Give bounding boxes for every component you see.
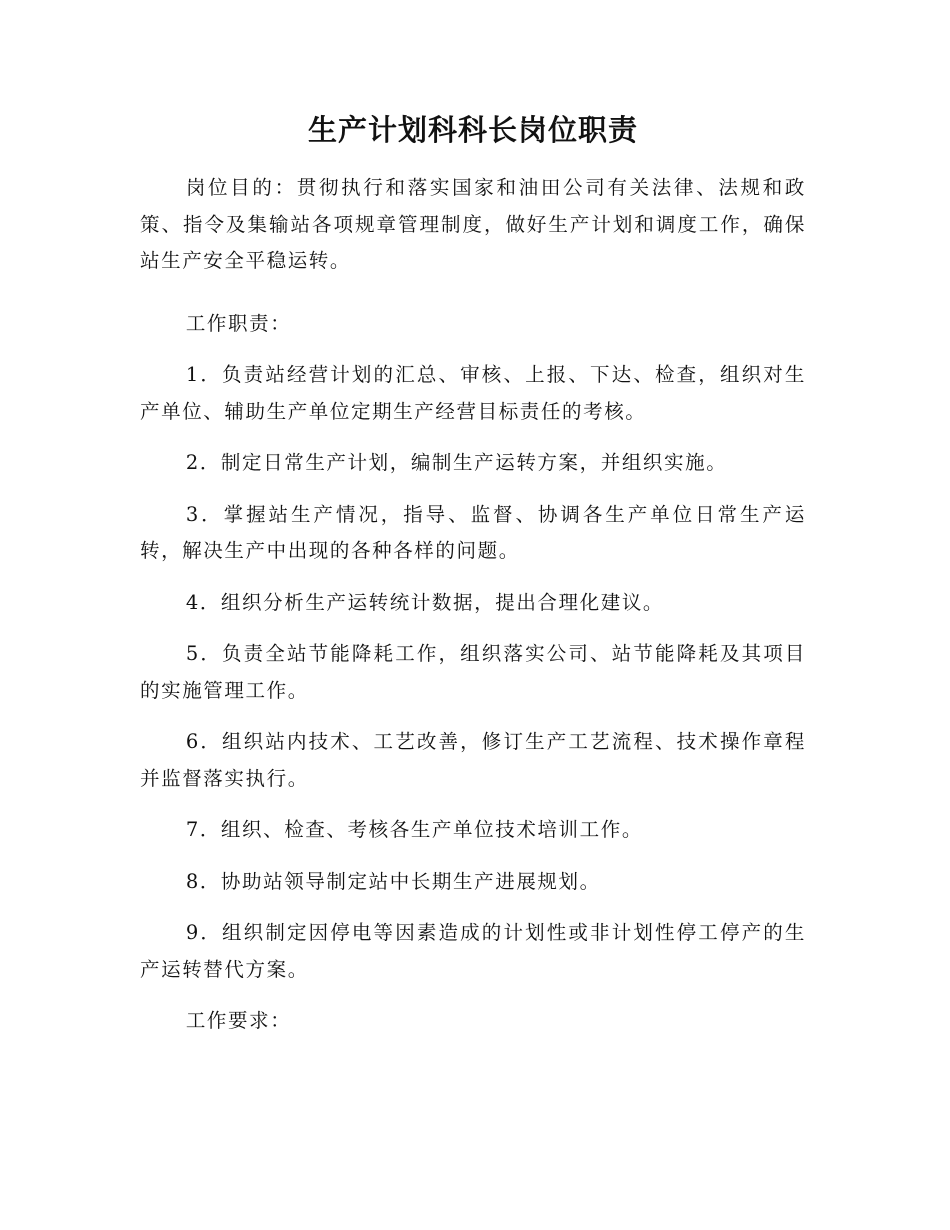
duty-item-2: 2．制定日常生产计划，编制生产运转方案，并组织实施。 bbox=[185, 451, 728, 474]
duty-item-8: 8．协助站领导制定站中长期生产进展规划。 bbox=[185, 869, 601, 893]
duty-item-9: 9．组织制定因停电等因素造成的计划性或非计划性停工停产的生产运转替代方案。 bbox=[140, 921, 806, 981]
requirements-heading: 工作要求： bbox=[185, 1009, 292, 1032]
document-title: 生产计划科科长岗位职责 bbox=[307, 113, 638, 147]
duty-item-6: 6．组织站内技术、工艺改善，修订生产工艺流程、技术操作章程并监督落实执行。 bbox=[140, 730, 806, 790]
duty-item-7: 7．组织、检查、考核各生产单位技术培训工作。 bbox=[185, 818, 643, 841]
purpose-paragraph: 岗位目的：贯彻执行和落实国家和油田公司有关法律、法规和政策、指令及集输站各项规章管理制度，做好生产计划和调度工作，确保站生产安全平稳运转。 bbox=[140, 176, 806, 272]
document-page bbox=[140, 108, 806, 1055]
duty-item-3: 3．掌握站生产情况，指导、监督、协调各生产单位日常生产运转，解决生产中出现的各种各样的问题。 bbox=[140, 502, 806, 562]
duty-item-5: 5．负责全站节能降耗工作，组织落实公司、站节能降耗及其项目的实施管理工作。 bbox=[140, 642, 806, 702]
duty-item-1: 1．负责站经营计划的汇总、审核、上报、下达、检查，组织对生产单位、辅助生产单位定期生产经营目标责任的考核。 bbox=[140, 363, 806, 423]
duty-item-4: 4．组织分析生产运转统计数据，提出合理化建议。 bbox=[185, 590, 665, 614]
duties-heading: 工作职责： bbox=[185, 311, 292, 335]
